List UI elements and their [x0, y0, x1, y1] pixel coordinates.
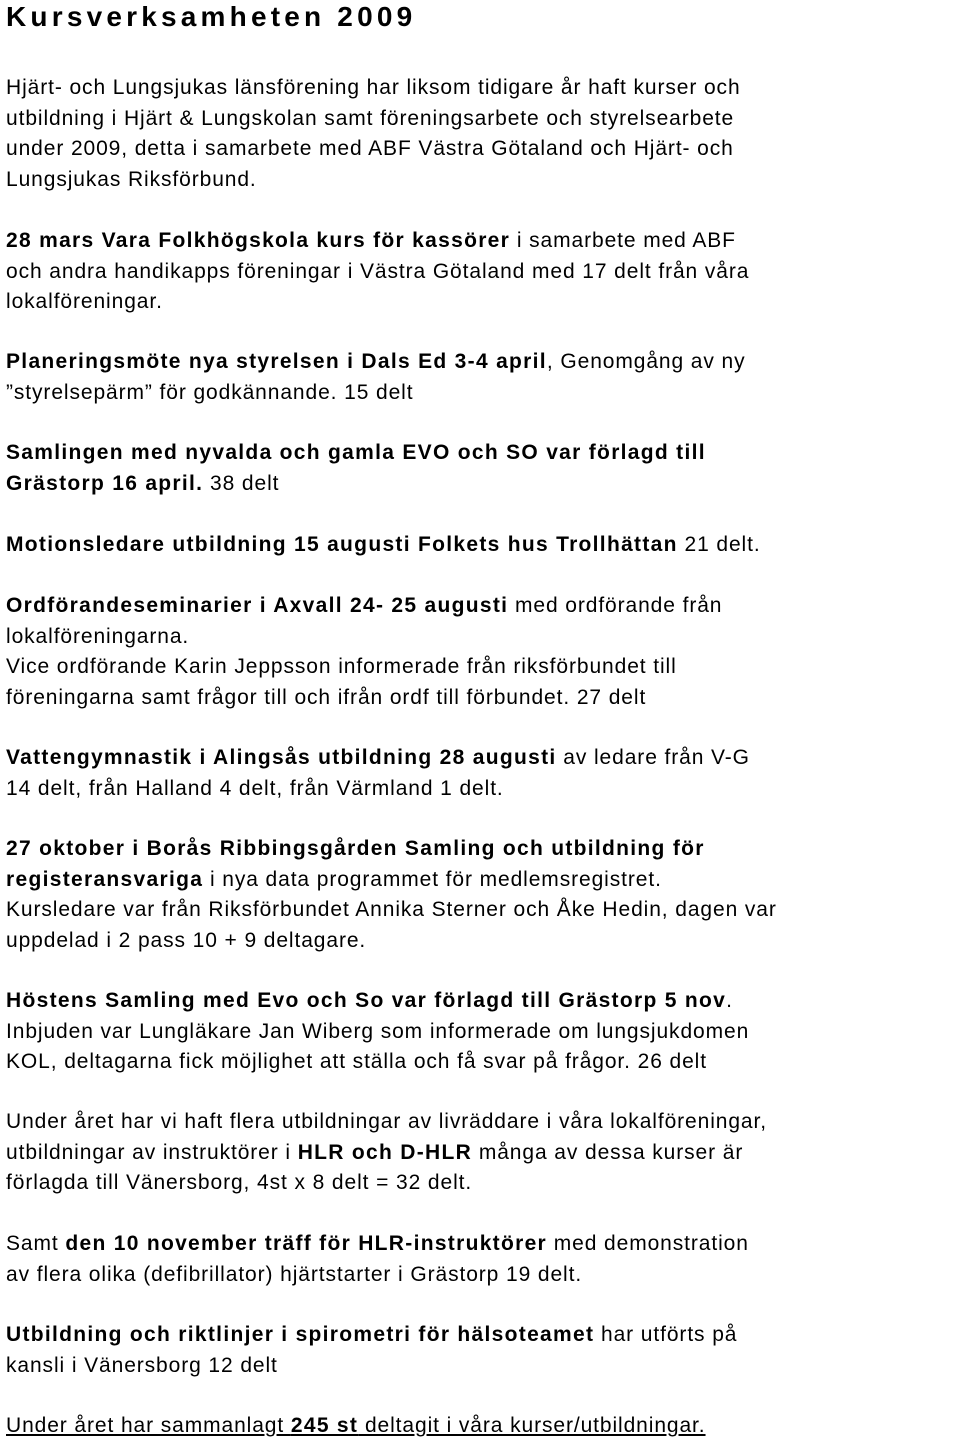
text-run: utbildningar av instruktörer i [6, 1140, 298, 1164]
bold-heading: Vattengymnastik i Alingsås utbildning 28 augusti [6, 746, 557, 769]
text-line: och andra handikapps föreningar i Västra Götaland med 17 delt från våra [6, 259, 750, 283]
text-run: i samarbete med ABF [510, 229, 736, 252]
text-line: Under året har vi haft flera utbildningar av livräddare i våra lokalföreningar, [6, 1110, 767, 1133]
intro-paragraph [6, 73, 954, 195]
paragraph-motionsledare [6, 530, 954, 561]
text-line [6, 865, 954, 896]
text-run: 38 delt [203, 471, 280, 495]
text-run: med ordförande från [508, 594, 723, 617]
bold-heading: den 10 november träff för HLR-instruktörer [65, 1232, 548, 1255]
text-line: lokalföreningar. [6, 290, 163, 313]
text-run: har utförts på [594, 1323, 738, 1346]
bold-heading: Grästorp 16 april. [6, 471, 204, 495]
text-line [6, 438, 954, 469]
summary-line [6, 1411, 954, 1442]
text-line: ”styrelsepärm” för godkännande. 15 delt [6, 380, 414, 404]
paragraph-vattengymnastik [6, 743, 954, 804]
bold-heading: Planeringsmöte nya styrelsen i Dals Ed 3-4 april [6, 350, 547, 373]
bold-heading: Motionsledare utbildning 15 augusti Folkets hus Trollhättan [6, 533, 678, 556]
bold-heading: 27 oktober i Borås Ribbingsgården Samling och utbildning för [6, 837, 705, 860]
paragraph-planeringsmote [6, 347, 954, 408]
text-line: under 2009, detta i samarbete med ABF Västra Götaland och Hjärt- och [6, 137, 734, 160]
text-line [6, 347, 954, 378]
text-line [6, 591, 954, 622]
page-title: Kursverksamheten 2009 [6, 1, 417, 32]
summary-paragraph [6, 1411, 954, 1442]
text-line: utbildning i Hjärt & Lungskolan samt föreningsarbete och styrelsearbete [6, 106, 735, 130]
paragraph-samlingen [6, 438, 954, 499]
text-run: av ledare från V-G [556, 746, 750, 769]
text-run: . [726, 989, 733, 1012]
text-line: Kursledare var från Riksförbundet Annika Sterner och Åke Hedin, dagen var [6, 898, 777, 921]
paragraph-registeransvariga [6, 834, 954, 956]
text-line [6, 986, 954, 1017]
text-line: KOL, deltagarna fick möjlighet att ställa och få svar på frågor. 26 delt [6, 1050, 707, 1073]
text-line: förlagda till Vänersborg, 4st x 8 delt = 32 delt. [6, 1171, 473, 1194]
text-run: Under året har sammanlagt [6, 1414, 291, 1437]
text-run: många av dessa kurser är [472, 1140, 744, 1164]
bold-heading: registeransvariga [6, 867, 204, 891]
text-run: Samt [6, 1232, 66, 1255]
bold-heading: 28 mars Vara Folkhögskola kurs för kassörer [6, 229, 511, 252]
text-line [6, 469, 954, 500]
text-line: föreningarna samt frågor till och ifrån ordf till förbundet. 27 delt [6, 685, 647, 709]
bold-heading: Samlingen med nyvalda och gamla EVO och SO var förlagd till [6, 441, 706, 464]
text-line: av flera olika (defibrillator) hjärtstarter i Grästorp 19 delt. [6, 1262, 583, 1286]
text-line [6, 834, 954, 865]
paragraph-kassorer [6, 226, 954, 318]
text-line: 14 delt, från Halland 4 delt, från Värmland 1 delt. [6, 776, 504, 800]
paragraph-hostens-samling [6, 986, 954, 1078]
bold-term: HLR och D-HLR [297, 1140, 473, 1164]
text-line: lokalföreningarna. [6, 624, 190, 648]
text-run: , Genomgång av ny [546, 350, 746, 373]
paragraph-hlr-instruktorer [6, 1229, 954, 1290]
text-run: 21 delt. [677, 533, 761, 556]
paragraph-spirometri [6, 1320, 954, 1381]
text-run: i nya data programmet för medlemsregistret. [203, 867, 662, 891]
text-line: Hjärt- och Lungsjukas länsförening har liksom tidigare år haft kurser och [6, 76, 741, 99]
text-line: kansli i Vänersborg 12 delt [6, 1353, 278, 1377]
text-line: Lungsjukas Riksförbund. [6, 167, 257, 191]
text-run: med demonstration [547, 1232, 749, 1255]
text-line: Vice ordförande Karin Jeppsson informerade från riksförbundet till [6, 655, 677, 678]
text-line: uppdelad i 2 pass 10 + 9 deltagare. [6, 928, 367, 952]
text-line: Inbjuden var Lungläkare Jan Wiberg som informerade om lungsjukdomen [6, 1019, 750, 1043]
text-line [6, 1320, 954, 1351]
bold-heading: Utbildning och riktlinjer i spirometri för hälsoteamet [6, 1323, 595, 1346]
text-line [6, 1138, 954, 1169]
text-line [6, 743, 954, 774]
paragraph-ordforandeseminarier [6, 591, 954, 713]
paragraph-livraddare [6, 1107, 954, 1199]
bold-heading: Ordförandeseminarier i Axvall 24- 25 augusti [6, 594, 509, 617]
text-run: deltagit i våra kurser/utbildningar. [358, 1414, 706, 1437]
bold-heading: Höstens Samling med Evo och So var förlagd till Grästorp 5 nov [6, 989, 727, 1012]
text-line [6, 226, 954, 257]
bold-total: 245 st [290, 1414, 359, 1437]
text-line [6, 1229, 954, 1260]
text-line [6, 530, 954, 561]
